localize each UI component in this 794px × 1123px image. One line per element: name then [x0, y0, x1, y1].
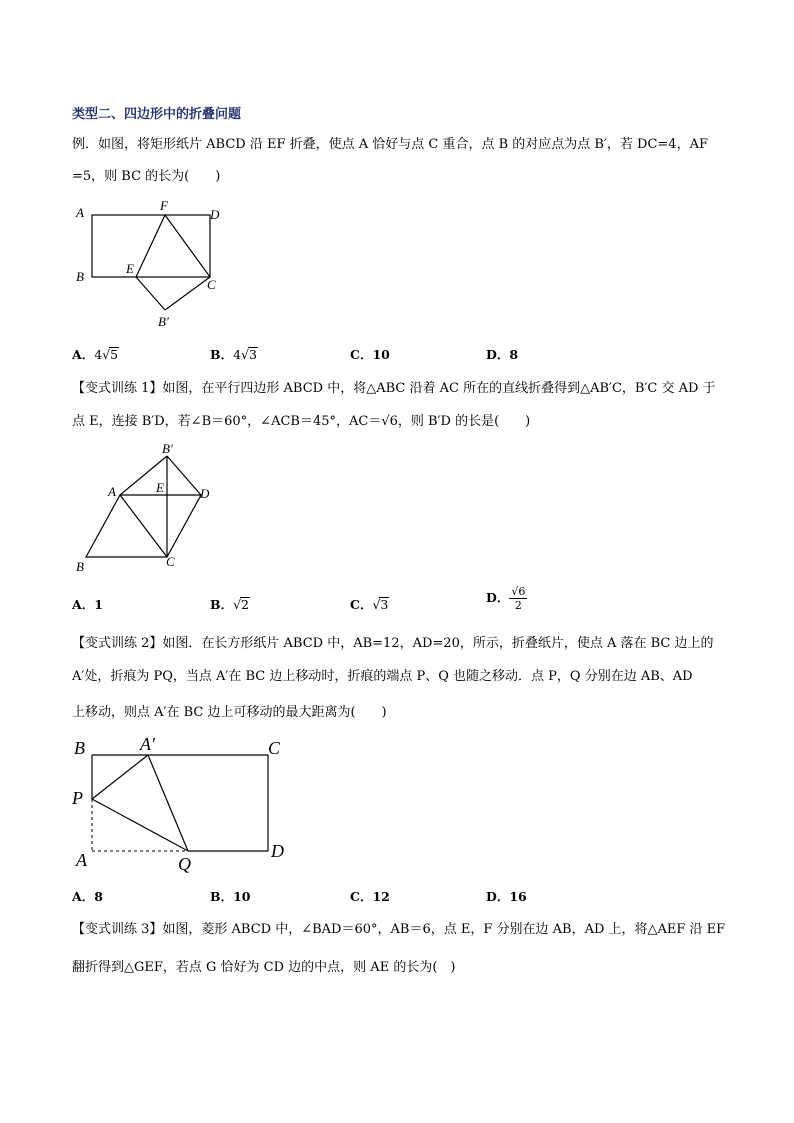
point-label-Q: Q [178, 854, 191, 874]
point-label-C: C [166, 554, 175, 569]
t1-text-line-1: 【变式训练 1】如图，在平行四边形 ABCD 中，将△ABC 沿着 AC 所在的直线折叠得到△AB′C，B′C 交 AD 于 [72, 381, 716, 396]
point-label-E: E [156, 480, 164, 495]
t2-figure [70, 732, 300, 882]
point-label-E: E [126, 261, 134, 276]
point-label-B: B [76, 559, 84, 574]
point-label-D: D [200, 486, 210, 501]
t1-figure [70, 440, 230, 578]
option-a[interactable]: A．1 [72, 597, 103, 612]
option-a[interactable]: A．4√5 [72, 347, 119, 362]
option-d[interactable]: D．8 [486, 347, 519, 362]
option-b[interactable]: B．4√3 [210, 347, 257, 362]
point-label-B-prime: B′ [162, 441, 173, 456]
point-label-C: C [207, 277, 216, 292]
t3-text-line-1: 【变式训练 3】如图，菱形 ABCD 中，∠BAD＝60°，AB＝6，点 E，F 分别在边 AB，AD 上，将△AEF 沿 EF [72, 922, 726, 937]
point-label-D: D [210, 207, 220, 222]
option-b[interactable]: B．10 [210, 889, 251, 904]
option-b[interactable]: B．√2 [210, 597, 249, 612]
t1-text-line-2: 点 E，连接 B′D，若∠B＝60°，∠ACB＝45°，AC＝√6，则 B′D 的长是( ) [72, 414, 531, 429]
point-label-C: C [268, 738, 281, 758]
option-c[interactable]: C．12 [350, 889, 390, 904]
point-label-D: D [271, 841, 284, 861]
t2-text-line-3: 上移动，则点 A′在 BC 边上可移动的最大距离为( ) [72, 705, 387, 720]
point-label-A: A [108, 484, 116, 499]
t2-text-line-1: 【变式训练 2】如图．在长方形纸片 ABCD 中，AB=12，AD=20，所示，折叠纸片，使点 A 落在 BC 边上的 [72, 636, 714, 651]
t2-text-line-2: A′处，折痕为 PQ，当点 A′在 BC 边上移动时，折痕的端点 P、Q 也随之移动．点 P，Q 分别在边 AB、AD [72, 669, 693, 684]
point-label-A: A [76, 850, 87, 870]
point-label-P: P [72, 788, 83, 808]
point-label-B-prime: B′ [158, 314, 169, 329]
section-heading: 类型二、四边形中的折叠问题 [72, 107, 242, 122]
point-label-B: B [76, 269, 84, 284]
point-label-F: F [160, 198, 168, 213]
example-text-line-2: =5，则 BC 的长为( ) [72, 169, 221, 184]
option-d[interactable]: D． $\frac{√6}{2}$ [486, 585, 526, 612]
point-label-A: A [76, 205, 84, 220]
option-c[interactable]: C．√3 [350, 597, 389, 612]
option-c[interactable]: C．10 [350, 347, 390, 362]
point-label-B: B [74, 738, 85, 758]
point-label-A-prime: A′ [140, 734, 155, 754]
option-a[interactable]: A．8 [72, 889, 103, 904]
t3-text-line-2: 翻折得到△GEF，若点 G 恰好为 CD 边的中点，则 AE 的长为( ) [72, 960, 456, 975]
example-text-line-1: 例．如图，将矩形纸片 ABCD 沿 EF 折叠，使点 A 恰好与点 C 重合，点 B 的对应点为点 B′，若 DC=4，AF [72, 137, 708, 152]
example-figure [70, 198, 250, 333]
option-d[interactable]: D．16 [486, 889, 527, 904]
